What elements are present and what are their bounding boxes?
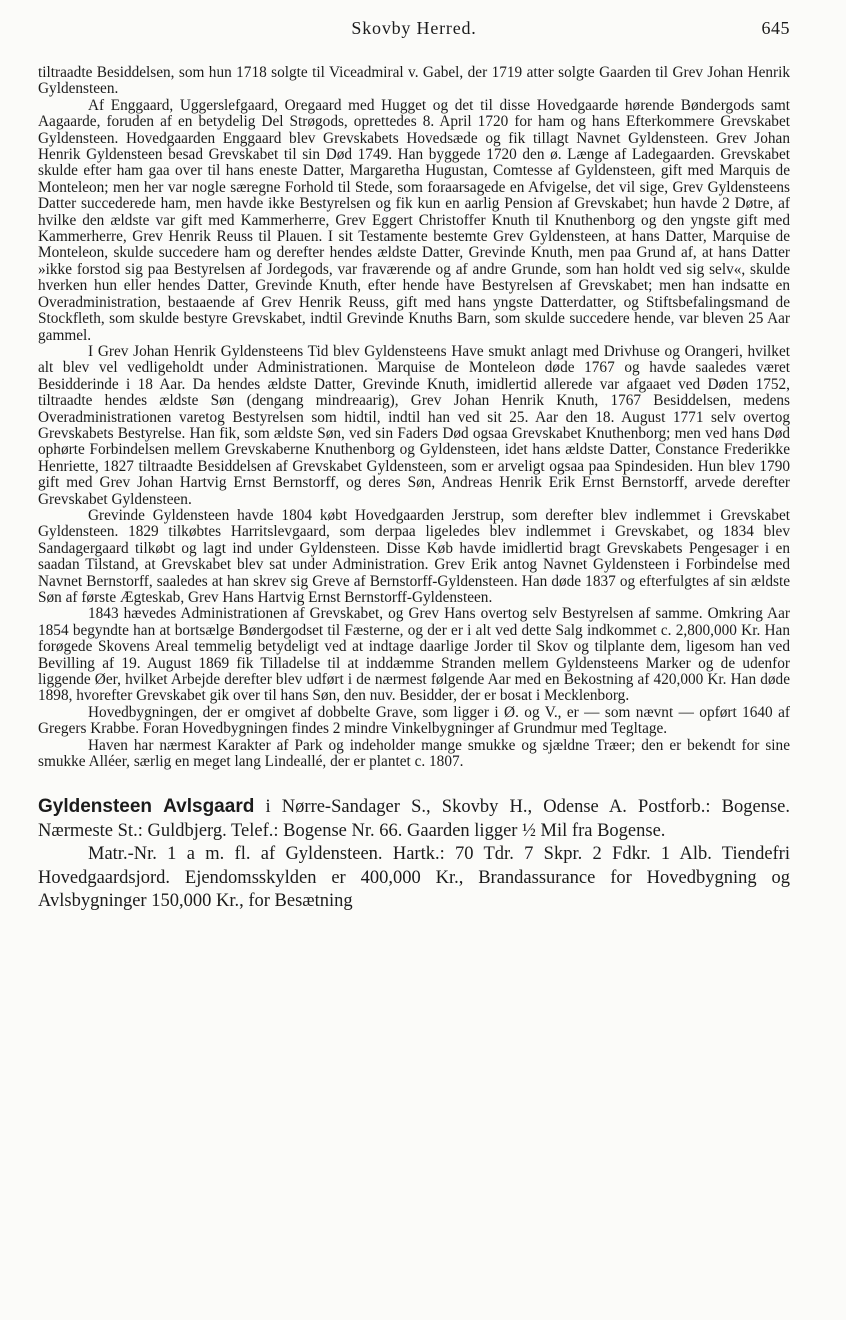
- paragraph: I Grev Johan Henrik Gyldensteens Tid blev Gyldensteens Have smukt anlagt med Drivhuse og Orangeri, hvilket alt blev vel vedligeholdt under Administrationen. Marquise de Monteleon døde 1767 og havde saaledes været Besidderinde i 18 Aar. Da hendes ældste Datter, Grevinde Knuth, imidlertid allerede var afgaaet ved Døden 1752, tiltraadte hendes ældste Søn (dengang mindreaarig), Grev Johan Henrik Knuth, 1767 Besiddelsen, medens Overadministrationen varetog Bestyrelsen som hidtil, indtil han ved sit 25. Aar den 18. August 1771 selv overtog Grevskabets Bestyrelse. Han fik, som ældste Søn, ved sin Faders Død ogsaa Grevskabet Knuthenborg; men ved hans Død ophørte Forbindelsen mellem Grevskaberne Knuthenborg og Gyldensteen, idet hans ældste Datter, Constance Frederikke Henriette, 1827 tiltraadte Besiddelsen af Grevskabet Gyldensteen, som er arveligt ogsaa paa Spindesiden. Hun blev 1790 gift med Grev Johan Hartvig Ernst Bernstorff, og deres Søn, Andreas Henrik Erik Ernst Bernstorff, arvede derefter Grevskabet Gyldensteen.: [38, 342, 790, 508]
- paragraph: Haven har nærmest Karakter af Park og indeholder mange smukke og sjældne Træer; den er bekendt for sine smukke Alléer, særlig en meget lang Lindeallé, der er plantet c. 1807.: [38, 736, 790, 771]
- page-header: [38, 18, 790, 42]
- history-section: [38, 65, 790, 770]
- estate-entry: [38, 795, 790, 914]
- entry-details: Matr.-Nr. 1 a m. fl. af Gyldensteen. Hartk.: 70 Tdr. 7 Skpr. 2 Fdkr. 1 Alb. Tiendefri Hovedgaardsjord. Ejendomsskylden er 400,000 Kr., Brandassurance for Hovedbygning og Avlsbygninger 150,000 Kr., for Besætning: [38, 844, 790, 912]
- body-text: [38, 65, 790, 914]
- paragraph: Grevinde Gyldensteen havde 1804 købt Hovedgaarden Jerstrup, som derefter blev indlemmet i Grevskabet Gyldensteen. 1829 tilkøbtes Harritslevgaard, som derpaa ligeledes blev indlemmet i Grevskabet, og 1834 blev Sandagergaard tilkøbt og lagt ind under Gyldensteen. Disse Køb havde imidlertid bragt Grevskabets Pengesager i en saadan Tilstand, at Grevskabet blev sat under Administration. Grev Erik antog Navnet Gyldensteen i Forbindelse med Navnet Bernstorff, saaledes at han skrev sig Greve af Bernstorff-Gyldensteen. Han døde 1837 og efterfulgtes af sin ældste Søn af første Ægteskab, Grev Hans Hartvig Ernst Bernstorff-Gyldensteen.: [38, 506, 790, 606]
- entry-title: Gyldensteen Avlsgaard: [38, 796, 255, 818]
- paragraph: 1843 hævedes Administrationen af Grevskabet, og Grev Hans overtog selv Bestyrelsen af samme. Omkring Aar 1854 begyndte han at bortsælge Bøndergodset til Fæsterne, og der er i alt ved dette Salg indkommet c. 2,800,000 Kr. Han forøgede Skovens Areal temmelig betydeligt ved at indtage daarlige Jorder til Skov og tilplante dem, ligesom han ved Bevilling af 19. August 1869 fik Tilladelse til at inddæmme Stranden mellem Gyldensteens Marker og de udenfor liggende Øer, hvilket Arbejde derefter blev udført i de nærmest følgende Aar med en Bekostning af 420,000 Kr. Han døde 1898, hvorefter Grevskabet gik over til hans Søn, den nuv. Besidder, der er bosat i Mecklenborg.: [38, 605, 790, 705]
- paragraph: tiltraadte Besiddelsen, som hun 1718 solgte til Viceadmiral v. Gabel, der 1719 atter solgte Gaarden til Grev Johan Henrik Gyldensteen.: [38, 64, 790, 98]
- entry-intro-paragraph: [38, 795, 790, 843]
- entry-intro: i Nørre-Sandager S., Skovby H., Odense A. Postforb.: Bogense. Nærmeste St.: Guldbjerg. Telef.: Bogense Nr. 66. Gaarden ligger ½ Mil fra Bogense.: [38, 797, 791, 841]
- paragraph: Af Enggaard, Uggerslefgaard, Oregaard med Hugget og det til disse Hovedgaarde hørende Bøndergods samt Aagaarde, foruden af en betydelig Del Strøgods, oprettedes 8. April 1720 for ham og hans Efterkommere Grevskabet Gyldensteen. Hovedgaarden Enggaard blev Grevskabets Hovedsæde og fik tillagt Navnet Gyldensteen. Grev Johan Henrik Gyldensteen besad Grevskabet til sin Død 1749. Han byggede 1720 den ø. Længe af Ladegaarden. Grevskabet skulde efter ham gaa over til hans eneste Datter, Margaretha Hugustan, Comtesse af Gyldensteen, gift med Marquis de Monteleon; men her var nogle særegne Forhold til Stede, som foraarsagede en Afvigelse, det vil sige, Grev Gyldensteens Datter succederede ham, men havde ikke Bestyrelsen og fik kun en aarlig Pension af Grevskabet; hun havde 2 Døtre, af hvilke den ældste var gift med Kammerherre, Grev Eggert Christoffer Knuth til Knuthenborg og den yngste gift med Kammerherre, Grev Henrik Reuss til Plauen. I sit Testamente bestemte Grev Gyldensteen, at hans Datter, Marquise de Monteleon, skulde succedere ham og derefter hendes ældste Datter, Grevinde Knuth, men paa Grund af, at hans Datter »ikke forstod sig paa Bestyrelsen af Jordegods, var fraværende og af andre Grunde, som han holdt ved sig selv«, skulde hverken hun eller hendes Datter, Grevinde Knuth, efter hende have Bestyrelsen af Grevskabet; men han indsatte en Overadministration, bestaaende af Grev Henrik Reuss, gift med hans yngste Datterdatter, og Stiftsbefalingsmand de Stockfleth, som skulde bestyre Grevskabet, indtil Grevinde Knuths Barn, som skulde succedere hende, var bleven 25 Aar gammel.: [38, 96, 790, 344]
- page-number: 645: [761, 18, 790, 38]
- running-head: Skovby Herred.: [351, 18, 477, 38]
- paragraph: Hovedbygningen, der er omgivet af dobbelte Grave, som ligger i Ø. og V., er — som nævnt — opført 1640 af Gregers Krabbe. Foran Hovedbygningen findes 2 mindre Vinkelbygninger af Grundmur med Tegltage.: [38, 703, 790, 738]
